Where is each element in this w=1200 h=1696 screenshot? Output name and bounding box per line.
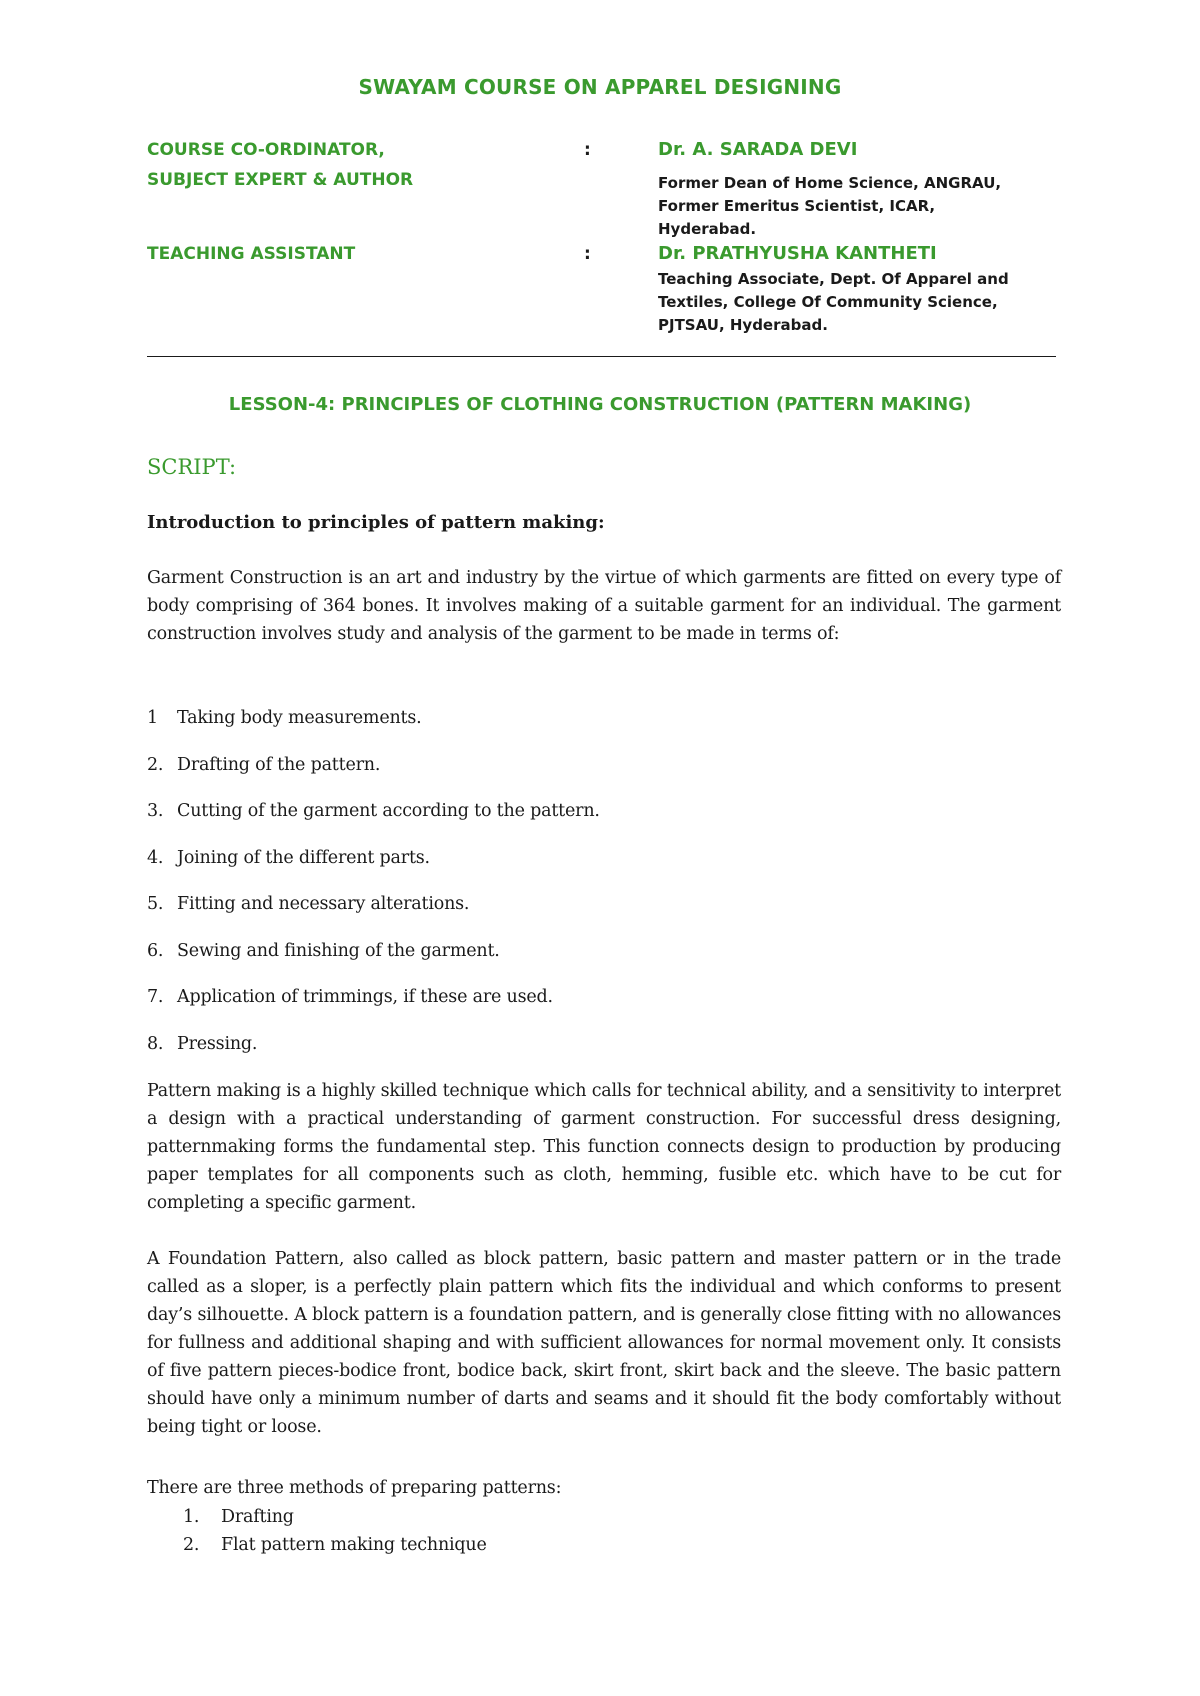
assistant-name: Dr. PRATHYUSHA KANTHETI	[658, 243, 937, 264]
header-divider	[147, 356, 1056, 357]
list-item-text: Drafting of the pattern.	[177, 754, 381, 775]
list-item-text: Flat pattern making technique	[221, 1535, 487, 1555]
coordinator-role-label: SUBJECT EXPERT & AUTHOR	[147, 170, 414, 190]
list-item-number: 1	[147, 708, 158, 728]
intro-heading: Introduction to principles of pattern making:	[147, 512, 605, 533]
list-item-text: Cutting of the garment according to the pattern.	[177, 801, 600, 821]
list-item	[147, 751, 600, 798]
assistant-affiliation	[658, 268, 1078, 337]
document-title: SWAYAM COURSE ON APPAREL DESIGNING	[358, 75, 842, 99]
coordinator-affiliation	[658, 172, 1078, 241]
coordinator-colon: :	[584, 140, 591, 160]
assistant-colon: :	[584, 244, 591, 264]
list-item-number: 4.	[147, 847, 164, 868]
list-item-number: 8.	[147, 1033, 164, 1054]
methods-list	[147, 1503, 487, 1559]
list-item-number: 1.	[183, 1507, 200, 1527]
list-item-text: Fitting and necessary alterations.	[177, 894, 470, 914]
coordinator-name: Dr. A. SARADA DEVI	[658, 139, 858, 160]
script-heading: SCRIPT:	[147, 455, 237, 479]
list-item	[147, 704, 600, 751]
assistant-affiliation-line: Teaching Associate, Dept. Of Apparel and	[658, 270, 1009, 288]
list-item-number: 2.	[147, 754, 164, 775]
list-item	[147, 983, 600, 1030]
coordinator-label: COURSE CO-ORDINATOR,	[147, 140, 385, 160]
list-item	[147, 937, 600, 984]
pattern-making-paragraph: Pattern making is a highly skilled technique which calls for technical ability, and a sensitivity to interpret a design with a practical understanding of garment construction. For successful dress designing, patternmaking forms the fundamental step. This function connects design to production by producing paper templates for all components such as cloth, hemming, fusible etc. which have to be cut for completing a specific garment.	[147, 1081, 1061, 1213]
list-item	[147, 1531, 487, 1559]
list-item-number: 7.	[147, 987, 164, 1007]
coordinator-affiliation-line: Former Dean of Home Science, ANGRAU,	[658, 174, 1002, 192]
list-item-text: Application of trimmings, if these are used.	[177, 987, 553, 1007]
assistant-affiliation-line: Textiles, College Of Community Science,	[658, 293, 998, 311]
list-item-text: Joining of the different parts.	[177, 847, 430, 868]
list-item	[147, 1503, 487, 1531]
lesson-title: LESSON-4: PRINCIPLES OF CLOTHING CONSTRUCTION (PATTERN MAKING)	[228, 394, 972, 415]
methods-intro: There are three methods of preparing patterns:	[147, 1478, 562, 1498]
list-item-text: Taking body measurements.	[177, 708, 422, 728]
list-item	[147, 890, 600, 937]
list-item-number: 5.	[147, 894, 164, 914]
list-item-text: Sewing and finishing of the garment.	[177, 940, 500, 961]
list-item-number: 3.	[147, 801, 164, 821]
list-item-number: 6.	[147, 940, 164, 961]
list-item	[147, 844, 600, 891]
list-item-number: 2.	[183, 1535, 200, 1555]
foundation-pattern-paragraph: A Foundation Pattern, also called as block pattern, basic pattern and master pattern or in the trade called as a sloper, is a perfectly plain pattern which fits the individual and which conforms to present day’s silhouette. A block pattern is a foundation pattern, and is generally close fitting with no allowances for fullness and additional shaping and with sufficient allowances for normal movement only. It consists of five pattern pieces-bodice front, bodice back, skirt front, skirt back and the sleeve. The basic pattern should have only a minimum number of darts and seams and it should fit the body comfortably without being tight or loose.	[147, 1249, 1061, 1437]
coordinator-affiliation-line: Hyderabad.	[658, 220, 757, 238]
assistant-label: TEACHING ASSISTANT	[147, 244, 356, 264]
assistant-affiliation-line: PJTSAU, Hyderabad.	[658, 316, 828, 334]
intro-paragraph: Garment Construction is an art and industry by the virtue of which garments are fitted on every type of body comprising of 364 bones. It involves making of a suitable garment for an individual. The garment construction involves study and analysis of the garment to be made in terms of:	[147, 568, 1061, 644]
list-item-text: Drafting	[221, 1507, 294, 1527]
construction-steps-list	[147, 704, 600, 1076]
list-item	[147, 1030, 600, 1077]
list-item-text: Pressing.	[177, 1033, 258, 1054]
coordinator-affiliation-line: Former Emeritus Scientist, ICAR,	[658, 197, 936, 215]
list-item	[147, 797, 600, 844]
